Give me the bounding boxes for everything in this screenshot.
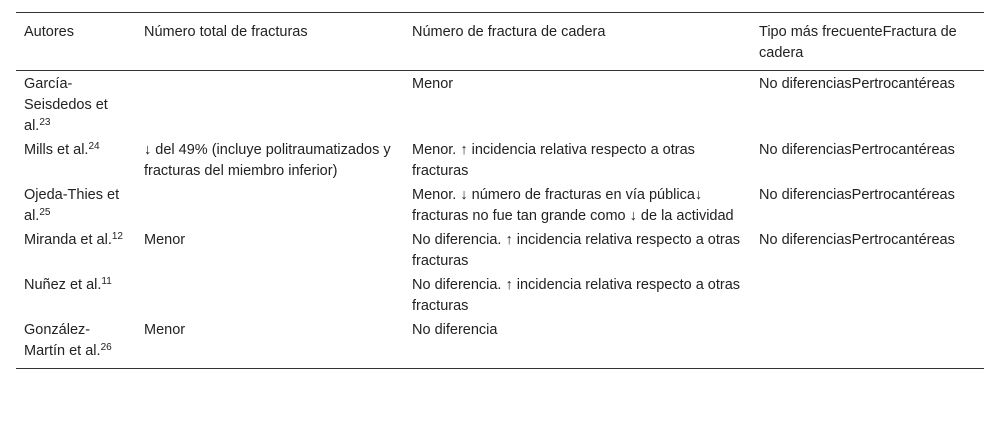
reference-number: 23 [39, 117, 51, 128]
cell-type [751, 317, 984, 369]
cell-hip: No diferencia. ↑ incidencia relativa respecto a otras fracturas [412, 232, 741, 269]
table-container [16, 12, 984, 369]
cell-hip: Menor. ↓ número de fracturas en vía pública↓ fracturas no fue tan grande como ↓ de la actividad [412, 187, 734, 224]
cell-total [136, 71, 404, 138]
cell-hip: Menor [412, 76, 454, 92]
cell-hip: Menor. ↑ incidencia relativa respecto a otras fracturas [412, 142, 695, 179]
cell-total: Menor [136, 317, 404, 369]
table-row [16, 71, 984, 138]
header-authors: Autores [16, 13, 136, 71]
author-name: García-Seisdedos et al. [24, 76, 108, 134]
author-name: Ojeda-Thies et al. [24, 187, 120, 224]
reference-number: 11 [101, 276, 112, 287]
cell-total: ↓ del 49% (incluye politraumatizados y fracturas del miembro inferior) [144, 142, 391, 179]
table-row [16, 182, 984, 227]
cell-type: No diferenciasPertrocantéreas [759, 187, 955, 203]
cell-type: No diferenciasPertrocantéreas [759, 232, 955, 248]
table-row [16, 317, 984, 369]
author-name: Nuñez et al. [24, 277, 102, 293]
cell-author [16, 227, 136, 272]
reference-number: 24 [88, 141, 100, 152]
header-most-frequent-type: Tipo más frecuenteFractura de cadera [751, 13, 984, 71]
cell-total [136, 272, 404, 317]
header-row [16, 13, 984, 71]
cell-total [136, 182, 404, 227]
cell-type [751, 272, 984, 317]
cell-author [16, 71, 136, 138]
reference-number: 25 [39, 207, 51, 218]
cell-author [16, 317, 136, 369]
cell-author [16, 272, 136, 317]
author-name: Mills et al. [24, 142, 89, 158]
table-header [16, 13, 984, 71]
cell-hip: No diferencia [404, 317, 751, 369]
reference-number: 12 [111, 231, 123, 242]
table-row [16, 137, 984, 182]
table-row [16, 272, 984, 317]
table-body [16, 71, 984, 369]
cell-total: Menor [144, 232, 186, 248]
header-total-fractures: Número total de fracturas [136, 13, 404, 71]
header-hip-fractures: Número de fractura de cadera [404, 13, 751, 71]
author-name: Miranda et al. [24, 232, 112, 248]
author-name: González-Martín et al. [24, 322, 101, 359]
table-row [16, 227, 984, 272]
fractures-table [16, 12, 984, 369]
cell-author [16, 182, 136, 227]
reference-number: 26 [100, 342, 112, 353]
cell-type: No diferenciasPertrocantéreas [759, 76, 955, 92]
cell-author [16, 137, 136, 182]
cell-hip: No diferencia. ↑ incidencia relativa respecto a otras fracturas [412, 277, 741, 314]
cell-type: No diferenciasPertrocantéreas [759, 142, 955, 158]
